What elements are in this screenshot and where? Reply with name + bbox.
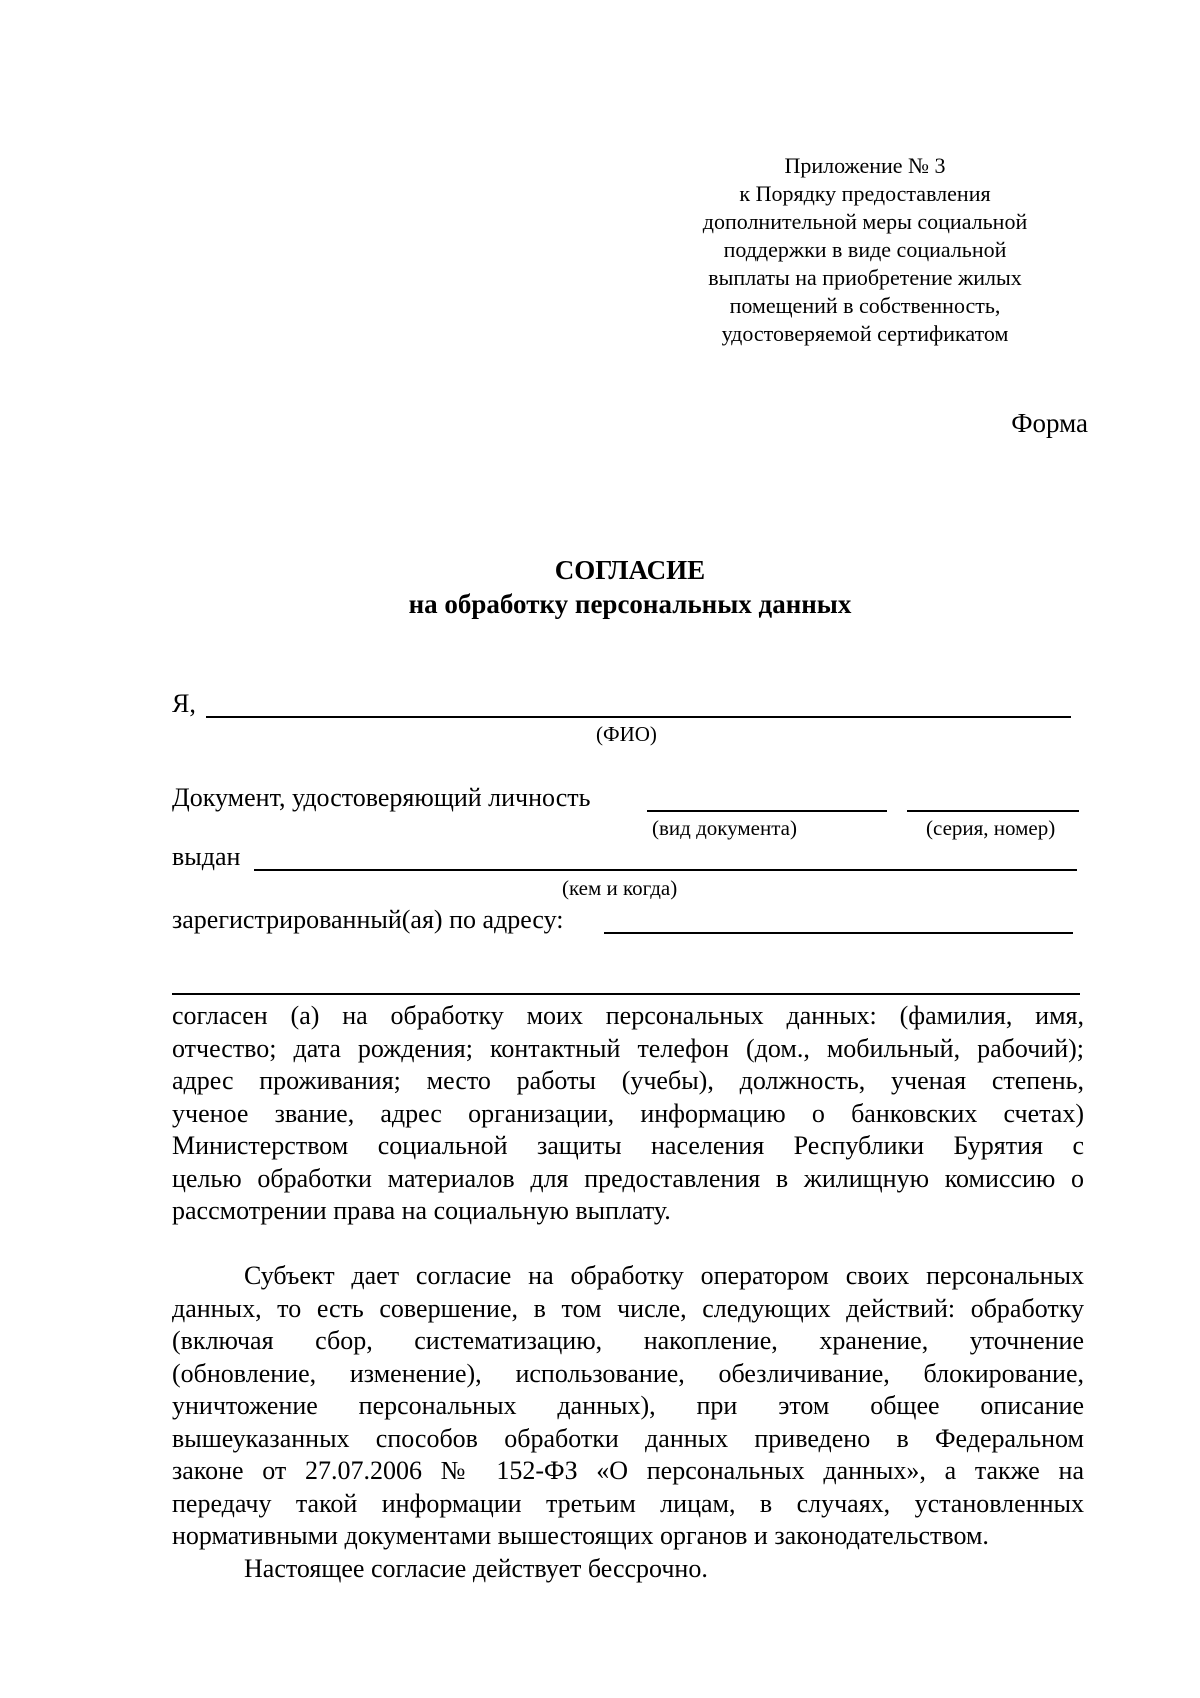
title-sub: на обработку персональных данных [408, 589, 852, 619]
subject-line: нормативными документами вышестоящих органов и законодательством. [172, 1521, 989, 1550]
document-title [0, 553, 1200, 621]
subject-line: Субъект дает согласие на обработку оператором своих персональных [244, 1261, 1084, 1290]
form-label: Форма [1011, 408, 1088, 438]
doc-type-hint: (вид документа) [652, 816, 797, 840]
consent-line: ученое звание, адрес организации, информацию о банковских счетах) [172, 1098, 1084, 1128]
address-label: зарегистрированный(ая) по адресу: [172, 905, 564, 934]
address-field-line-2[interactable] [172, 993, 1080, 995]
appendix-line: помещений в собственность, [729, 293, 1001, 318]
name-prefix: Я, [172, 689, 196, 718]
issued-label: выдан [172, 842, 241, 871]
appendix-line: поддержки в виде социальной [723, 237, 1007, 262]
appendix-line: удостоверяемой сертификатом [721, 321, 1009, 346]
subject-line: (включая сбор, систематизацию, накопление, хранение, уточнение [172, 1326, 1084, 1355]
address-field-line[interactable] [604, 932, 1073, 934]
consent-line: адрес проживания; место работы (учебы), должность, ученая степень, [172, 1066, 1084, 1095]
series-number-hint: (серия, номер) [926, 816, 1056, 840]
appendix-line: Приложение № 3 [784, 153, 946, 178]
subject-line: передачу такой информации третьим лицам, в случаях, установленных [172, 1488, 1084, 1518]
issued-hint: (кем и когда) [562, 876, 678, 900]
subject-line: (обновление, изменение), использование, обезличивание, блокирование, [172, 1358, 1084, 1388]
subject-line: данных, то есть совершение, в том числе, следующих действий: обработку [172, 1293, 1084, 1323]
series-number-field-line[interactable] [907, 810, 1079, 812]
subject-paragraph [172, 1260, 1084, 1585]
validity-statement: Настоящее согласие действует бессрочно. [244, 1553, 708, 1583]
title-main: СОГЛАСИЕ [554, 555, 706, 585]
subject-line: вышеуказанных способов обработки данных приведено в Федеральном [172, 1423, 1084, 1453]
id-document-label: Документ, удостоверяющий личность [172, 783, 591, 812]
consent-line: Министерством социальной защиты населения Республики Бурятия с [172, 1131, 1084, 1160]
appendix-line: дополнительной меры социальной [702, 209, 1028, 234]
consent-line: рассмотрении права на социальную выплату. [172, 1196, 671, 1225]
subject-line: законе от 27.07.2006 № 152-ФЗ «О персональных данных», а также на [172, 1456, 1084, 1485]
consent-line: целью обработки материалов для предоставления в жилищную комиссию о [172, 1163, 1084, 1193]
consent-line: отчество; дата рождения; контактный телефон (дом., мобильный, рабочий); [172, 1033, 1084, 1063]
issued-field-line[interactable] [254, 869, 1077, 871]
name-hint: (ФИО) [596, 722, 657, 746]
subject-line: уничтожение персональных данных), при этом общее описание [172, 1391, 1084, 1420]
doc-type-field-line[interactable] [647, 810, 887, 812]
appendix-header [675, 152, 1055, 348]
appendix-line: выплаты на приобретение жилых [708, 265, 1022, 290]
appendix-line: к Порядку предоставления [739, 181, 991, 206]
name-field-line[interactable] [206, 716, 1071, 718]
consent-paragraph [172, 1000, 1084, 1228]
consent-line: согласен (а) на обработку моих персональных данных: (фамилия, имя, [172, 1001, 1084, 1030]
